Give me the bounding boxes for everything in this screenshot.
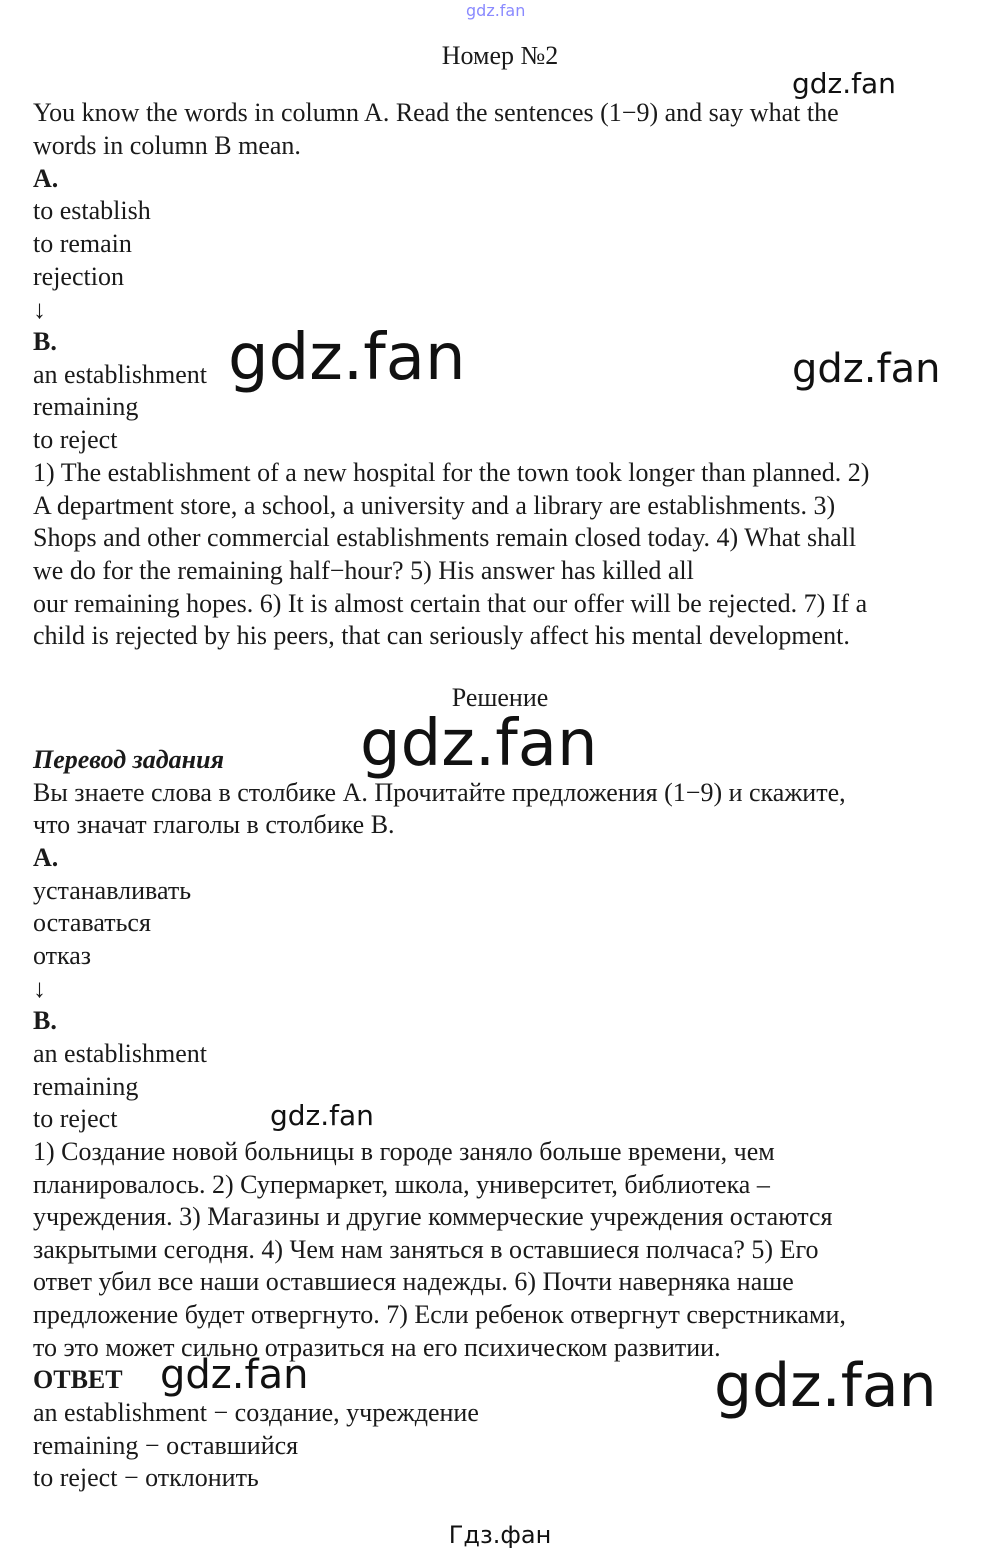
arrow-down-icon: ↓	[33, 974, 46, 1003]
translation-column-b-word: an establishment	[33, 1039, 208, 1068]
translation-column-a-label: A.	[33, 843, 59, 872]
translation-column-b-label: B.	[33, 1006, 57, 1035]
task-sentence-line: A department store, a school, a university and a library are establishments. 3)	[33, 491, 836, 520]
translation-column-a-word: устанавливать	[33, 876, 192, 905]
watermark: gdz.fan	[792, 67, 896, 100]
task-sentence-line: Shops and other commercial establishments remain closed today. 4) What shall	[33, 523, 857, 552]
column-b-word: to reject	[33, 425, 118, 454]
translation-sentence-line: учреждения. 3) Магазины и другие коммерческие учреждения остаются	[33, 1202, 833, 1231]
translation-column-a-word: отказ	[33, 941, 92, 970]
answer-line: remaining − оставшийся	[33, 1431, 299, 1460]
translation-heading: Перевод задания	[33, 745, 224, 774]
translation-column-b-word: to reject	[33, 1104, 118, 1133]
watermark: gdz.fan	[360, 707, 598, 781]
task-sentence-line: our remaining hopes. 6) It is almost certain that our offer will be rejected. 7) If a	[33, 589, 868, 618]
column-b-word: remaining	[33, 392, 139, 421]
solution-heading: Решение	[451, 683, 549, 712]
answer-line: to reject − отклонить	[33, 1463, 259, 1492]
column-a-label: A.	[33, 164, 59, 193]
translation-sentence-line: планировалось. 2) Супермаркет, школа, университет, библиотека –	[33, 1170, 770, 1199]
answer-heading: ОТВЕТ	[33, 1365, 123, 1394]
translation-sentence-line: то это может сильно отразиться на его психическом развитии.	[33, 1333, 721, 1362]
watermark: gdz.fan	[792, 346, 941, 392]
translation-column-a-word: оставаться	[33, 908, 151, 937]
translation-intro-line: что значат глаголы в столбике B.	[33, 810, 395, 839]
arrow-down-icon: ↓	[33, 295, 46, 324]
page-title: Номер №2	[441, 41, 559, 70]
task-intro-line: You know the words in column A. Read the sentences (1−9) and say what the	[33, 98, 839, 127]
column-b-label: B.	[33, 327, 57, 356]
translation-sentence-line: 1) Создание новой больницы в городе заняло больше времени, чем	[33, 1137, 775, 1166]
task-sentence-line: we do for the remaining half−hour? 5) His answer has killed all	[33, 556, 694, 585]
watermark: gdz.fan	[270, 1099, 374, 1132]
answer-line: an establishment − создание, учреждение	[33, 1398, 479, 1427]
column-a-word: to establish	[33, 196, 151, 225]
watermark: gdz.fan	[228, 321, 466, 395]
translation-sentence-line: ответ убил все наши оставшиеся надежды. 6) Почти наверняка наше	[33, 1267, 794, 1296]
column-a-word: rejection	[33, 262, 124, 291]
translation-sentence-line: предложение будет отвергнуто. 7) Если ребенок отвергнут сверстниками,	[33, 1300, 846, 1329]
translation-column-b-word: remaining	[33, 1072, 139, 1101]
column-b-word: an establishment	[33, 360, 208, 389]
task-intro-line: words in column B mean.	[33, 131, 301, 160]
task-sentence-line: child is rejected by his peers, that can seriously affect his mental development.	[33, 621, 850, 650]
watermark: gdz.fan	[160, 1352, 309, 1398]
translation-intro-line: Вы знаете слова в столбике A. Прочитайте предложения (1−9) и скажите,	[33, 778, 846, 807]
watermark: gdz.fan	[714, 1351, 937, 1421]
column-a-word: to remain	[33, 229, 132, 258]
header-watermark: gdz.fan	[466, 1, 526, 20]
footer-site-name: Гдз.фан	[448, 1521, 552, 1549]
task-sentence-line: 1) The establishment of a new hospital for the town took longer than planned. 2)	[33, 458, 870, 487]
translation-sentence-line: закрытыми сегодня. 4) Чем нам заняться в оставшиеся полчаса? 5) Его	[33, 1235, 819, 1264]
